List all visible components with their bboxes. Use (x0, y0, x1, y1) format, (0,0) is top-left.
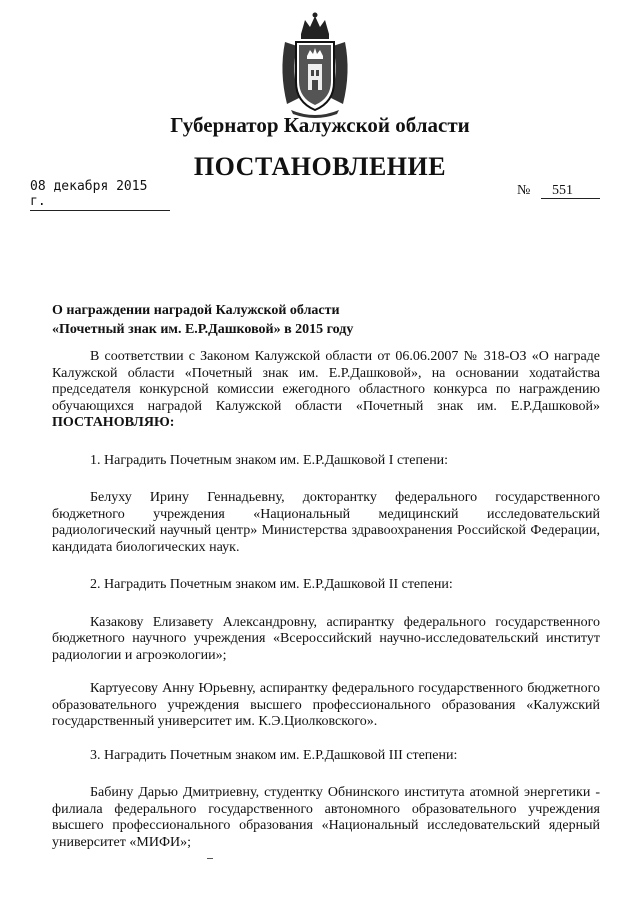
preamble-paragraph (52, 349, 600, 432)
document-date: 08 декабря 2015 г. (30, 179, 170, 211)
subject-line-2: «Почетный знак им. Е.Р.Дашковой» в 2015 году (52, 322, 354, 337)
awardee-paragraph-4: Бабину Дарью Дмитриевну, студентку Обнинского института атомной энергетики - филиала федерального государственного автономного образовательного учреждения высшего профессионального образования «Национальный исследовательский ядерный университет «МИФИ»; (52, 785, 600, 850)
awardee-paragraph-3: Картуесову Анну Юрьевну, аспирантку федерального государственного бюджетного образовательного учреждения высшего профессионального образования «Калужский государственный университет им. К.Э.Циолковского». (52, 681, 600, 729)
preamble-text: В соответствии с Законом Калужской области от 06.06.2007 № 318-ОЗ «О награде Калужской области «Почетный знак им. Е.Р.Дашковой», на основании ходатайства председателя конкурсной комиссии ежегодного областного конкурса по награждению обучающихся наградой Калужской области «Почетный знак им. Е.Р.Дашковой» (52, 349, 600, 414)
coat-of-arms-emblem (277, 12, 353, 120)
award-heading-3: 3. Наградить Почетным знаком им. Е.Р.Дашковой III степени: (90, 747, 458, 763)
document-number-field (517, 183, 600, 199)
subject-line-1: О награждении наградой Калужской области (52, 303, 340, 318)
document-body (52, 349, 600, 851)
document-type-title: ПОСТАНОВЛЕНИЕ (193, 152, 447, 181)
awardee-paragraph-2: Казакову Елизавету Александровну, аспирантку федерального государственного бюджетного научного учреждения «Всероссийский научно-исследовательский институт радиологии и агроэкологии»; (52, 614, 600, 663)
award-heading-2: 2. Наградить Почетным знаком им. Е.Р.Дашковой II степени: (90, 577, 453, 592)
issuing-authority: Губернатор Калужской области (170, 113, 470, 137)
scan-mark (207, 858, 213, 859)
document-number: 551 (552, 183, 573, 198)
award-heading-1: 1. Наградить Почетным знаком им. Е.Р.Дашковой I степени: (90, 452, 449, 468)
number-sign: № (517, 183, 531, 198)
awardee-paragraph-1: Белуху Ирину Геннадьевну, докторантку федерального государственного бюджетного учреждения «Национальный медицинский исследовательский радиологический научный центр» Министерства здравоохранения Российской Федерации, кандидата биологических наук. (52, 490, 600, 555)
document-subject (52, 301, 452, 339)
number-underline (541, 198, 600, 199)
decree-word: ПОСТАНОВЛЯЮ: (52, 415, 175, 430)
